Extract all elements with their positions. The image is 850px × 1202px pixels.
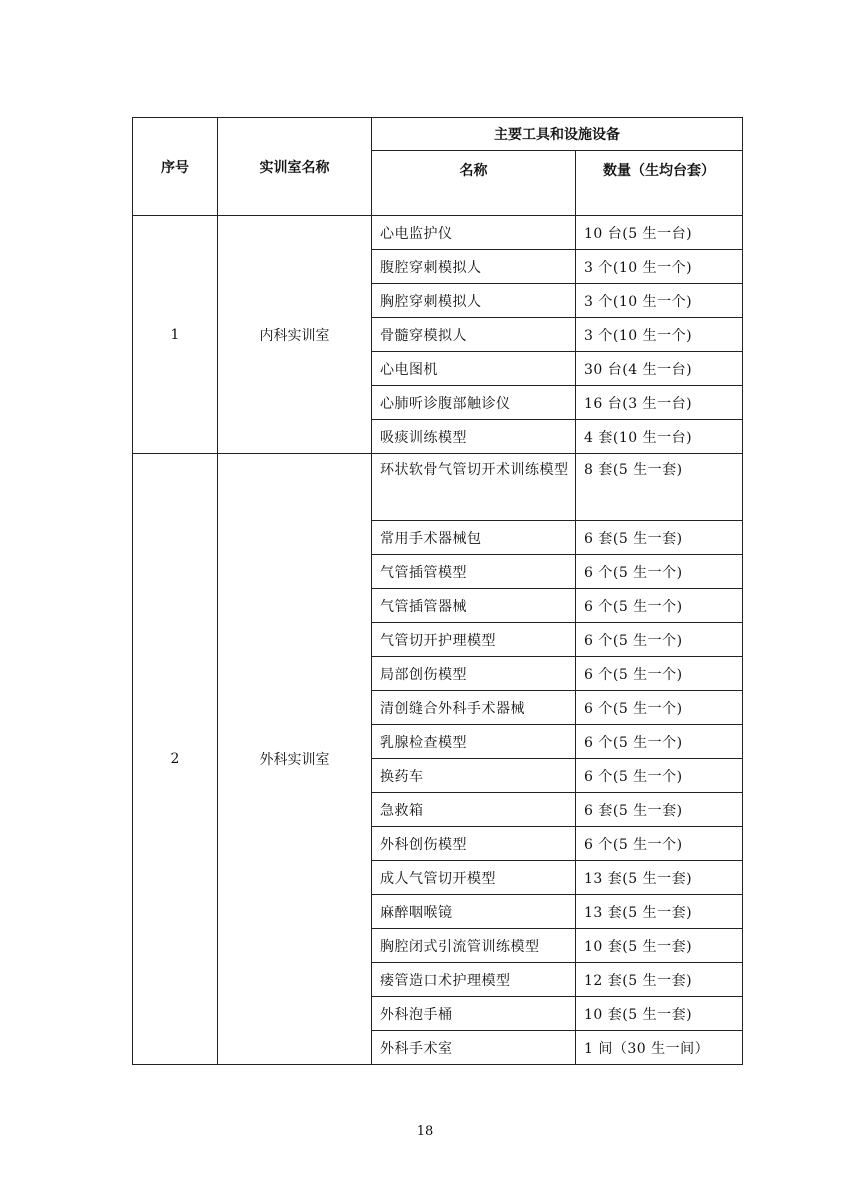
table-body	[133, 216, 743, 1065]
section-index: 1	[133, 216, 218, 454]
item-quantity: 8 套(5 生一套)	[576, 454, 743, 521]
item-name: 麻醉咽喉镜	[372, 895, 576, 929]
section-index: 2	[133, 454, 218, 1065]
header-item-name: 名称	[372, 151, 576, 216]
header-room-name: 实训室名称	[218, 118, 372, 216]
item-quantity: 13 套(5 生一套)	[576, 861, 743, 895]
item-quantity: 3 个(10 生一个)	[576, 250, 743, 284]
item-quantity: 12 套(5 生一套)	[576, 963, 743, 997]
section-room-name: 内科实训室	[218, 216, 372, 454]
page-number: 18	[416, 1124, 434, 1139]
item-quantity: 10 套(5 生一套)	[576, 997, 743, 1031]
item-quantity: 6 个(5 生一个)	[576, 691, 743, 725]
item-name: 乳腺检查模型	[372, 725, 576, 759]
item-quantity: 10 台(5 生一台)	[576, 216, 743, 250]
item-name: 胸腔穿刺模拟人	[372, 284, 576, 318]
item-name: 局部创伤模型	[372, 657, 576, 691]
item-name: 急救箱	[372, 793, 576, 827]
equipment-table	[132, 117, 743, 1065]
item-quantity: 6 个(5 生一个)	[576, 725, 743, 759]
header-quantity: 数量（生均台套）	[576, 151, 743, 216]
header-index: 序号	[133, 118, 218, 216]
item-quantity: 3 个(10 生一个)	[576, 318, 743, 352]
table-row	[133, 454, 743, 521]
item-name: 腹腔穿刺模拟人	[372, 250, 576, 284]
item-quantity: 4 套(10 生一台)	[576, 420, 743, 454]
item-quantity: 30 台(4 生一台)	[576, 352, 743, 386]
item-name: 心肺听诊腹部触诊仪	[372, 386, 576, 420]
item-name: 成人气管切开模型	[372, 861, 576, 895]
item-name: 气管切开护理模型	[372, 623, 576, 657]
section-room-name: 外科实训室	[218, 454, 372, 1065]
item-name: 换药车	[372, 759, 576, 793]
item-name: 心电图机	[372, 352, 576, 386]
table-row	[133, 216, 743, 250]
item-quantity: 3 个(10 生一个)	[576, 284, 743, 318]
item-name: 外科泡手桶	[372, 997, 576, 1031]
item-name: 清创缝合外科手术器械	[372, 691, 576, 725]
item-name: 吸痰训练模型	[372, 420, 576, 454]
item-quantity: 6 套(5 生一套)	[576, 793, 743, 827]
item-name: 气管插管器械	[372, 589, 576, 623]
header-equipment-group: 主要工具和设施设备	[372, 118, 743, 151]
item-name: 胸腔闭式引流管训练模型	[372, 929, 576, 963]
item-name: 环状软骨气管切开术训练模型	[372, 454, 576, 521]
item-quantity: 6 个(5 生一个)	[576, 657, 743, 691]
item-quantity: 1 间（30 生一间）	[576, 1031, 743, 1065]
item-name: 常用手术器械包	[372, 521, 576, 555]
item-name: 外科创伤模型	[372, 827, 576, 861]
item-quantity: 13 套(5 生一套)	[576, 895, 743, 929]
item-name: 瘘管造口术护理模型	[372, 963, 576, 997]
item-quantity: 6 个(5 生一个)	[576, 589, 743, 623]
item-quantity: 6 个(5 生一个)	[576, 555, 743, 589]
item-quantity: 6 个(5 生一个)	[576, 827, 743, 861]
item-name: 气管插管模型	[372, 555, 576, 589]
item-quantity: 10 套(5 生一套)	[576, 929, 743, 963]
item-quantity: 6 个(5 生一个)	[576, 759, 743, 793]
item-quantity: 16 台(3 生一台)	[576, 386, 743, 420]
item-name: 骨髓穿模拟人	[372, 318, 576, 352]
item-name: 心电监护仪	[372, 216, 576, 250]
item-name: 外科手术室	[372, 1031, 576, 1065]
item-quantity: 6 个(5 生一个)	[576, 623, 743, 657]
table-header	[133, 118, 743, 216]
item-quantity: 6 套(5 生一套)	[576, 521, 743, 555]
